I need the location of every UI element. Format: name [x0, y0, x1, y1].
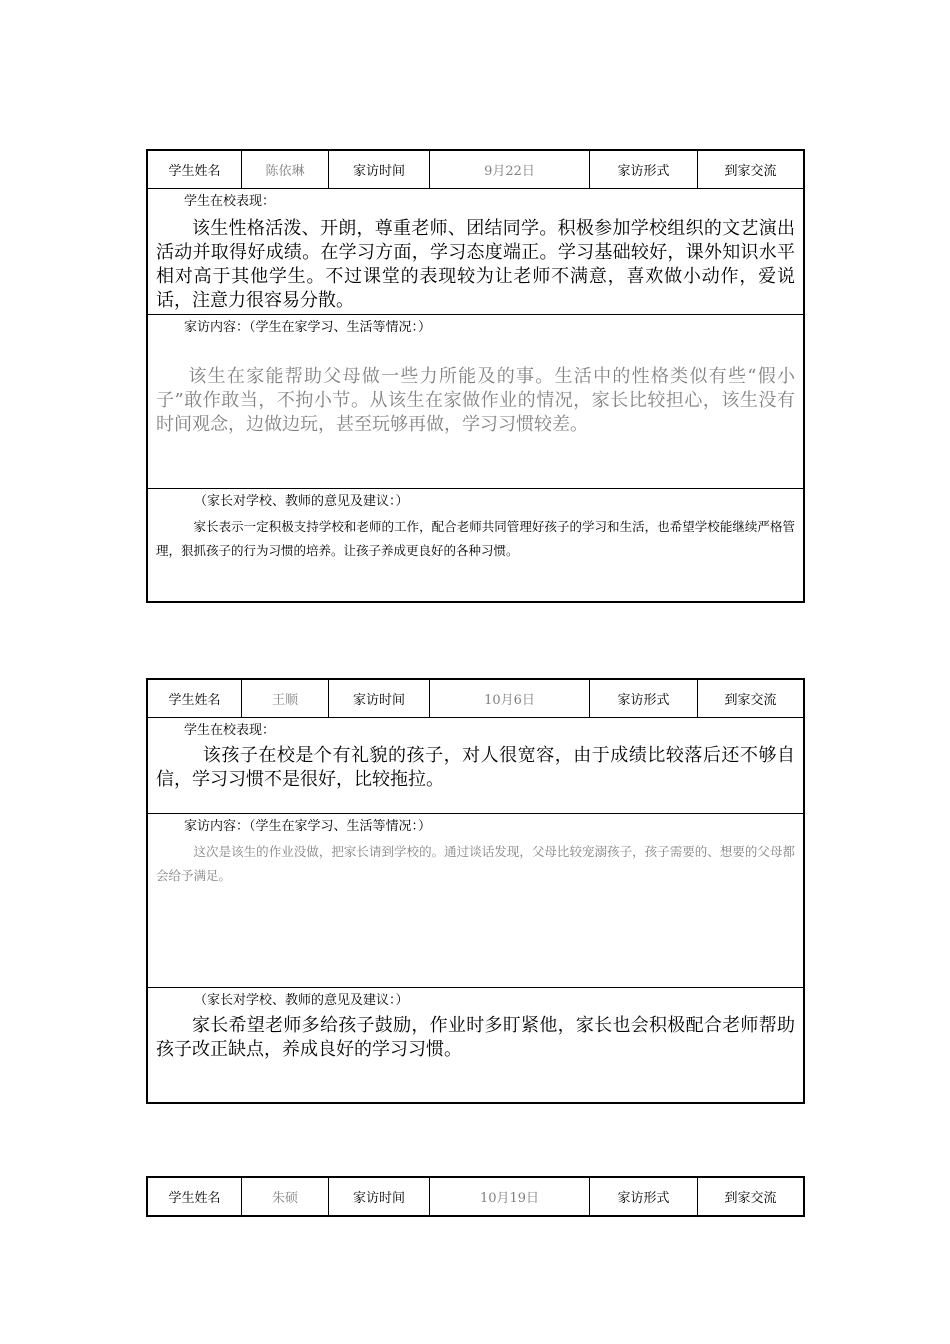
visit-time-label: 家访时间 [329, 151, 430, 188]
student-name-value: 陈依琳 [242, 151, 329, 188]
visit-form-value: 到家交流 [724, 1191, 777, 1206]
visit-form-value: 到家交流 [724, 693, 777, 708]
home-visit-label: 家访内容：（学生在家学习、生活等情况：） [184, 819, 432, 834]
parent-feedback-label: （家长对学校、教师的意见及建议：） [194, 494, 409, 509]
parent-feedback-text: 家长希望老师多给孩子鼓励，作业时多盯紧他，家长也会积极配合老师帮助孩子改正缺点，养成良好的学习习惯。 [156, 1015, 795, 1060]
visit-record-1 [146, 149, 805, 603]
parent-feedback-text: 家长表示一定积极支持学校和老师的工作，配合老师共同管理好孩子的学习和生活，也希望学校能继续严格管理，狠抓孩子的行为习惯的培养。让孩子养成更良好的各种习惯。 [156, 519, 795, 558]
school-performance-text: 该生性格活泼、开朗，尊重老师、团结同学。积极参加学校组织的文艺演出活动并取得好成绩。在学习方面，学习态度端正。学习基础较好，课外知识水平相对高于其他学生。不过课堂的表现较为让老师不满意，喜欢做小动作，爱说话，注意力很容易分散。 [156, 218, 795, 311]
visit-form-value: 到家交流 [724, 164, 777, 179]
visit-time-label: 家访时间 [329, 680, 430, 717]
student-name-value: 朱硕 [242, 1178, 329, 1215]
home-visit-section [148, 315, 803, 489]
visit-time-value: 10月6日 [430, 680, 590, 717]
visit-time-label: 家访时间 [329, 1178, 430, 1215]
parent-feedback-section [148, 489, 803, 601]
school-performance-text: 该孩子在校是个有礼貌的孩子，对人很宽容，由于成绩比较落后还不够自信，学习习惯不是很好，比较拖拉。 [156, 745, 795, 790]
school-performance-section [148, 718, 803, 814]
visit-form-label: 家访形式 [590, 1178, 698, 1215]
student-name-label: 学生姓名 [148, 151, 242, 188]
school-performance-section [148, 189, 803, 315]
visit-form-label: 家访形式 [590, 151, 698, 188]
student-name-label: 学生姓名 [148, 1178, 242, 1215]
record-header [148, 680, 803, 718]
visit-time-value: 10月19日 [430, 1178, 590, 1215]
home-visit-section [148, 814, 803, 988]
visit-record-3 [146, 1176, 805, 1217]
record-header [148, 1178, 803, 1215]
school-performance-label: 学生在校表现： [184, 723, 276, 738]
student-name-label: 学生姓名 [148, 680, 242, 717]
home-visit-text: 这次是该生的作业没做，把家长请到学校的。通过谈话发现，父母比较宠溺孩子，孩子需要的、想要的父母都会给予满足。 [156, 844, 795, 883]
visit-record-2 [146, 678, 805, 1104]
visit-time-value: 9月22日 [430, 151, 590, 188]
home-visit-text: 该生在家能帮助父母做一些力所能及的事。生活中的性格类似有些“假小子”敢作敢当，不拘小节。从该生在家做作业的情况，家长比较担心，该生没有时间观念，边做边玩，甚至玩够再做，学习习惯较差。 [156, 366, 795, 435]
school-performance-label: 学生在校表现： [184, 194, 276, 209]
visit-form-label: 家访形式 [590, 680, 698, 717]
home-visit-label: 家访内容：（学生在家学习、生活等情况：） [184, 320, 432, 335]
parent-feedback-section [148, 988, 803, 1102]
record-header [148, 151, 803, 189]
parent-feedback-label: （家长对学校、教师的意见及建议：） [194, 993, 409, 1008]
student-name-value: 王顺 [242, 680, 329, 717]
